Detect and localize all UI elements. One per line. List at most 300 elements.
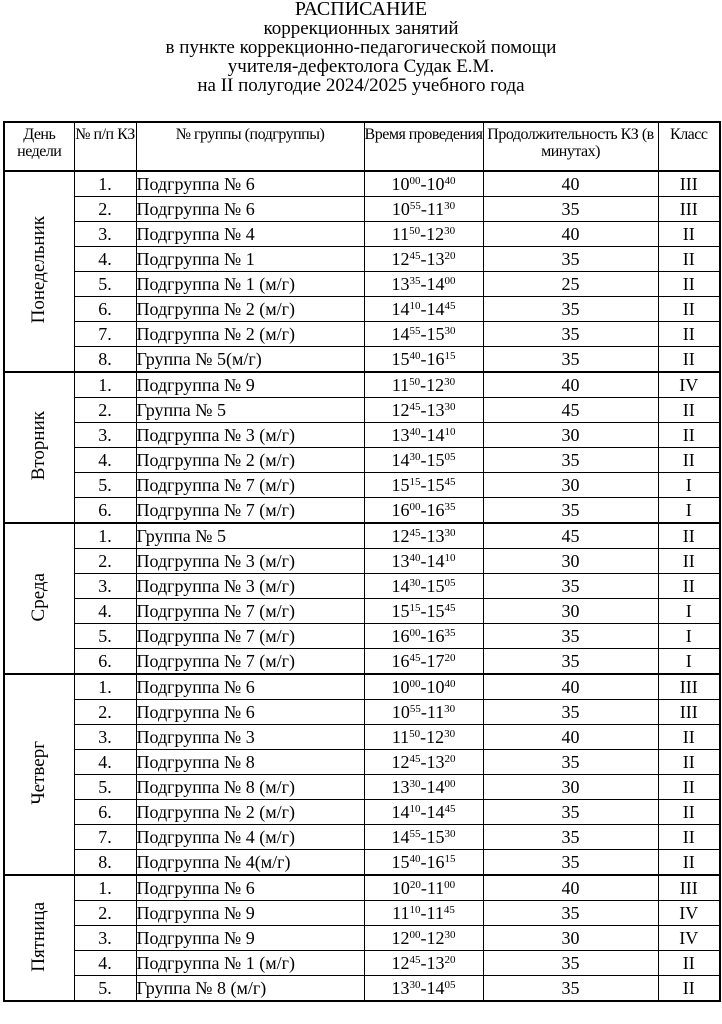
time-cell [364, 599, 483, 624]
time-dash: - [420, 375, 427, 395]
row-number: 3. [74, 926, 136, 951]
group-name: Подгруппа № 8 [136, 750, 364, 775]
end-minute: 00 [444, 274, 456, 287]
end-hour: 16 [426, 500, 445, 520]
end-minute: 30 [444, 324, 456, 337]
duration-cell: 35 [483, 800, 658, 825]
class-cell: II [658, 775, 720, 800]
end-hour: 15 [426, 827, 445, 847]
start-minute: 45 [409, 651, 421, 664]
end-minute: 10 [444, 425, 456, 438]
end-minute: 10 [444, 551, 456, 564]
start-hour: 11 [391, 727, 410, 747]
duration-cell: 35 [483, 347, 658, 373]
start-hour: 15 [391, 852, 410, 872]
start-hour: 15 [391, 601, 410, 621]
end-hour: 13 [426, 526, 445, 546]
time-dash: - [420, 249, 427, 269]
end-hour: 14 [426, 299, 445, 319]
duration-cell: 35 [483, 976, 658, 1002]
end-minute: 05 [444, 978, 456, 991]
title-line-1: РАСПИСАНИЕ [294, 0, 428, 20]
table-row [4, 247, 720, 272]
group-name: Подгруппа № 3 (м/г) [136, 423, 364, 448]
class-cell: II [658, 976, 720, 1002]
duration-cell: 30 [483, 599, 658, 624]
class-cell: III [658, 875, 720, 901]
start-minute: 15 [409, 475, 421, 488]
class-cell: II [658, 398, 720, 423]
end-hour: 11 [426, 903, 444, 923]
table-row [4, 171, 720, 197]
time-dash: - [420, 450, 427, 470]
group-name: Подгруппа № 7 (м/г) [136, 473, 364, 498]
duration-cell: 45 [483, 523, 658, 549]
start-hour: 10 [391, 702, 410, 722]
start-hour: 16 [391, 651, 410, 671]
end-minute: 30 [444, 375, 456, 388]
duration-cell: 35 [483, 951, 658, 976]
duration-cell: 30 [483, 423, 658, 448]
time-cell [364, 347, 483, 373]
class-cell: I [658, 473, 720, 498]
row-number: 4. [74, 247, 136, 272]
duration-cell: 35 [483, 448, 658, 473]
title-line-3: в пункте коррекционно-педагогической помощи [165, 37, 557, 58]
day-cell [4, 523, 74, 674]
table-row [4, 549, 720, 574]
class-cell: III [658, 700, 720, 725]
table-row [4, 272, 720, 297]
class-cell: III [658, 171, 720, 197]
time-dash: - [420, 174, 427, 194]
end-minute: 30 [444, 526, 456, 539]
time-dash: - [420, 702, 427, 722]
row-number: 2. [74, 901, 136, 926]
duration-cell: 35 [483, 197, 658, 222]
group-name: Подгруппа № 1 (м/г) [136, 272, 364, 297]
table-row [4, 297, 720, 322]
start-minute: 50 [409, 727, 421, 740]
time-dash: - [420, 349, 427, 369]
start-minute: 45 [409, 400, 421, 413]
duration-cell: 30 [483, 549, 658, 574]
class-cell: II [658, 825, 720, 850]
class-cell: II [658, 725, 720, 750]
start-minute: 30 [409, 450, 421, 463]
end-hour: 14 [426, 978, 445, 998]
end-minute: 00 [444, 777, 456, 790]
time-dash: - [420, 199, 427, 219]
class-cell: II [658, 800, 720, 825]
start-hour: 13 [391, 978, 410, 998]
duration-cell: 30 [483, 926, 658, 951]
row-number: 7. [74, 825, 136, 850]
group-name: Подгруппа № 3 (м/г) [136, 549, 364, 574]
header-group: № группы (подгруппы) [136, 122, 364, 171]
start-hour: 13 [391, 425, 410, 445]
end-hour: 10 [426, 677, 445, 697]
table-row [4, 523, 720, 549]
header-day: День недели [4, 122, 74, 171]
row-number: 5. [74, 976, 136, 1002]
group-name: Подгруппа № 9 [136, 372, 364, 398]
class-cell: II [658, 247, 720, 272]
end-minute: 15 [444, 852, 456, 865]
start-minute: 45 [409, 526, 421, 539]
time-cell [364, 423, 483, 448]
duration-cell: 35 [483, 297, 658, 322]
end-minute: 45 [443, 903, 455, 916]
time-dash: - [420, 425, 427, 445]
duration-cell: 25 [483, 272, 658, 297]
group-name: Подгруппа № 4 [136, 222, 364, 247]
time-dash: - [420, 802, 427, 822]
start-minute: 40 [409, 425, 421, 438]
time-dash: - [420, 551, 427, 571]
class-cell: I [658, 649, 720, 675]
time-dash: - [420, 576, 427, 596]
start-hour: 12 [391, 249, 410, 269]
start-minute: 10 [409, 299, 421, 312]
table-row [4, 850, 720, 876]
row-number: 1. [74, 171, 136, 197]
row-number: 2. [74, 549, 136, 574]
time-cell [364, 549, 483, 574]
start-minute: 10 [409, 903, 421, 916]
group-name: Подгруппа № 7 (м/г) [136, 624, 364, 649]
duration-cell: 35 [483, 901, 658, 926]
end-minute: 05 [444, 450, 456, 463]
end-hour: 15 [426, 475, 445, 495]
time-cell [364, 624, 483, 649]
duration-cell: 35 [483, 825, 658, 850]
class-cell: II [658, 222, 720, 247]
end-minute: 30 [444, 827, 456, 840]
table-row [4, 498, 720, 524]
row-number: 3. [74, 423, 136, 448]
start-hour: 11 [392, 903, 410, 923]
class-cell: II [658, 347, 720, 373]
end-minute: 45 [444, 475, 456, 488]
group-name: Подгруппа № 6 [136, 700, 364, 725]
row-number: 2. [74, 197, 136, 222]
start-minute: 00 [409, 677, 421, 690]
start-minute: 35 [409, 274, 421, 287]
table-row [4, 700, 720, 725]
duration-cell: 35 [483, 498, 658, 524]
duration-cell: 45 [483, 398, 658, 423]
day-cell [4, 171, 74, 372]
group-name: Подгруппа № 7 (м/г) [136, 498, 364, 524]
end-minute: 40 [444, 174, 456, 187]
time-dash: - [420, 953, 427, 973]
end-hour: 15 [426, 576, 445, 596]
time-cell [364, 951, 483, 976]
end-hour: 14 [426, 777, 445, 797]
table-row [4, 423, 720, 448]
day-name: Среда [28, 572, 50, 622]
time-dash: - [420, 475, 427, 495]
table-row [4, 875, 720, 901]
start-hour: 14 [391, 576, 410, 596]
table-row [4, 674, 720, 700]
time-cell [364, 574, 483, 599]
class-cell: II [658, 523, 720, 549]
table-row [4, 398, 720, 423]
start-minute: 00 [409, 626, 421, 639]
time-dash: - [420, 400, 427, 420]
time-dash: - [420, 324, 427, 344]
start-hour: 14 [391, 450, 410, 470]
row-number: 4. [74, 750, 136, 775]
time-dash: - [420, 299, 427, 319]
time-dash: - [420, 727, 427, 747]
row-number: 1. [74, 674, 136, 700]
group-name: Подгруппа № 2 (м/г) [136, 448, 364, 473]
time-cell [364, 322, 483, 347]
duration-cell: 35 [483, 700, 658, 725]
day-cell [4, 372, 74, 523]
group-name: Подгруппа № 2 (м/г) [136, 297, 364, 322]
duration-cell: 35 [483, 574, 658, 599]
end-hour: 13 [426, 249, 445, 269]
group-name: Группа № 5 [136, 523, 364, 549]
end-hour: 11 [426, 199, 445, 219]
end-hour: 11 [426, 878, 445, 898]
group-name: Подгруппа № 6 [136, 674, 364, 700]
end-minute: 30 [444, 224, 456, 237]
start-minute: 55 [409, 702, 421, 715]
time-cell [364, 926, 483, 951]
table-row [4, 197, 720, 222]
end-hour: 14 [426, 425, 445, 445]
start-minute: 00 [409, 928, 421, 941]
end-minute: 40 [444, 677, 456, 690]
class-cell: II [658, 850, 720, 876]
class-cell: III [658, 674, 720, 700]
end-hour: 14 [426, 551, 445, 571]
title-line-4: учителя-дефектолога Судак Е.М. [227, 56, 495, 77]
end-minute: 35 [444, 626, 456, 639]
class-cell: II [658, 750, 720, 775]
time-cell [364, 398, 483, 423]
class-cell: II [658, 423, 720, 448]
row-number: 7. [74, 322, 136, 347]
time-cell [364, 825, 483, 850]
duration-cell: 40 [483, 171, 658, 197]
end-minute: 30 [444, 727, 456, 740]
duration-cell: 40 [483, 372, 658, 398]
end-hour: 17 [426, 651, 445, 671]
table-row [4, 574, 720, 599]
table-row [4, 599, 720, 624]
schedule-table [3, 121, 721, 1002]
end-minute: 20 [444, 752, 456, 765]
start-hour: 10 [391, 174, 410, 194]
time-cell [364, 775, 483, 800]
end-minute: 15 [444, 349, 456, 362]
start-minute: 00 [409, 500, 421, 513]
row-number: 6. [74, 297, 136, 322]
duration-cell: 35 [483, 850, 658, 876]
table-row [4, 222, 720, 247]
table-row [4, 775, 720, 800]
time-cell [364, 750, 483, 775]
start-hour: 14 [391, 299, 410, 319]
start-minute: 15 [409, 601, 421, 614]
time-dash: - [420, 601, 427, 621]
row-number: 5. [74, 473, 136, 498]
group-name: Подгруппа № 9 [136, 901, 364, 926]
group-name: Подгруппа № 2 (м/г) [136, 322, 364, 347]
class-cell: IV [658, 372, 720, 398]
end-hour: 13 [426, 400, 445, 420]
class-cell: I [658, 624, 720, 649]
day-name: Вторник [28, 411, 50, 481]
class-cell: II [658, 574, 720, 599]
table-row [4, 901, 720, 926]
document-title [0, 0, 722, 95]
end-hour: 16 [426, 626, 445, 646]
time-cell [364, 448, 483, 473]
time-dash: - [420, 224, 427, 244]
group-name: Подгруппа № 7 (м/г) [136, 599, 364, 624]
end-hour: 12 [426, 928, 445, 948]
end-minute: 05 [444, 576, 456, 589]
table-row [4, 473, 720, 498]
row-number: 5. [74, 272, 136, 297]
table-row [4, 649, 720, 675]
row-number: 8. [74, 850, 136, 876]
group-name: Подгруппа № 7 (м/г) [136, 649, 364, 675]
table-row [4, 750, 720, 775]
time-cell [364, 171, 483, 197]
end-minute: 35 [444, 500, 456, 513]
row-number: 4. [74, 599, 136, 624]
duration-cell: 35 [483, 322, 658, 347]
class-cell: II [658, 297, 720, 322]
class-cell: II [658, 448, 720, 473]
time-cell [364, 197, 483, 222]
start-minute: 45 [409, 953, 421, 966]
table-row [4, 624, 720, 649]
group-name: Группа № 5 [136, 398, 364, 423]
table-row [4, 926, 720, 951]
group-name: Подгруппа № 6 [136, 171, 364, 197]
time-cell [364, 976, 483, 1002]
end-minute: 45 [444, 601, 456, 614]
duration-cell: 30 [483, 473, 658, 498]
time-dash: - [420, 878, 427, 898]
start-hour: 16 [391, 500, 410, 520]
duration-cell: 40 [483, 725, 658, 750]
start-hour: 15 [391, 475, 410, 495]
row-number: 4. [74, 951, 136, 976]
row-number: 3. [74, 725, 136, 750]
table-row [4, 976, 720, 1002]
time-dash: - [420, 626, 427, 646]
start-minute: 30 [409, 978, 421, 991]
start-minute: 40 [409, 551, 421, 564]
table-row [4, 372, 720, 398]
start-minute: 55 [409, 827, 421, 840]
row-number: 2. [74, 398, 136, 423]
start-hour: 16 [391, 626, 410, 646]
start-hour: 14 [391, 324, 410, 344]
start-hour: 14 [391, 827, 410, 847]
class-cell: II [658, 322, 720, 347]
time-dash: - [420, 777, 427, 797]
end-minute: 30 [444, 702, 456, 715]
time-cell [364, 875, 483, 901]
start-hour: 13 [391, 777, 410, 797]
start-minute: 45 [409, 752, 421, 765]
group-name: Подгруппа № 1 [136, 247, 364, 272]
time-cell [364, 372, 483, 398]
start-minute: 55 [409, 324, 421, 337]
end-minute: 20 [444, 651, 456, 664]
time-cell [364, 725, 483, 750]
start-minute: 20 [409, 878, 421, 891]
end-minute: 30 [444, 928, 456, 941]
start-minute: 45 [409, 249, 421, 262]
time-dash: - [420, 651, 427, 671]
row-number: 6. [74, 800, 136, 825]
time-cell [364, 850, 483, 876]
table-row [4, 347, 720, 373]
time-dash: - [420, 526, 427, 546]
start-hour: 11 [391, 375, 410, 395]
duration-cell: 35 [483, 624, 658, 649]
start-hour: 14 [391, 802, 410, 822]
time-cell [364, 700, 483, 725]
row-number: 2. [74, 700, 136, 725]
title-line-2: коррекционных занятий [263, 18, 459, 39]
class-cell: III [658, 197, 720, 222]
start-hour: 10 [391, 199, 410, 219]
end-hour: 16 [426, 349, 445, 369]
start-hour: 12 [391, 400, 410, 420]
class-cell: II [658, 549, 720, 574]
group-name: Подгруппа № 4 (м/г) [136, 825, 364, 850]
end-minute: 20 [444, 249, 456, 262]
end-hour: 14 [426, 802, 445, 822]
time-dash: - [420, 752, 427, 772]
row-number: 6. [74, 498, 136, 524]
group-name: Подгруппа № 3 [136, 725, 364, 750]
row-number: 5. [74, 624, 136, 649]
end-hour: 11 [426, 702, 445, 722]
header-number: № п/п КЗ [74, 122, 136, 171]
header-class: Класс [658, 122, 720, 171]
time-cell [364, 523, 483, 549]
table-row [4, 951, 720, 976]
start-hour: 10 [391, 677, 410, 697]
group-name: Подгруппа № 9 [136, 926, 364, 951]
start-hour: 12 [391, 953, 410, 973]
day-cell [4, 875, 74, 1001]
start-minute: 50 [409, 224, 421, 237]
row-number: 6. [74, 649, 136, 675]
time-dash: - [420, 274, 427, 294]
end-minute: 30 [444, 199, 456, 212]
time-dash: - [420, 677, 427, 697]
table-body [4, 171, 720, 1001]
end-hour: 12 [426, 375, 445, 395]
end-hour: 14 [426, 274, 445, 294]
class-cell: I [658, 599, 720, 624]
